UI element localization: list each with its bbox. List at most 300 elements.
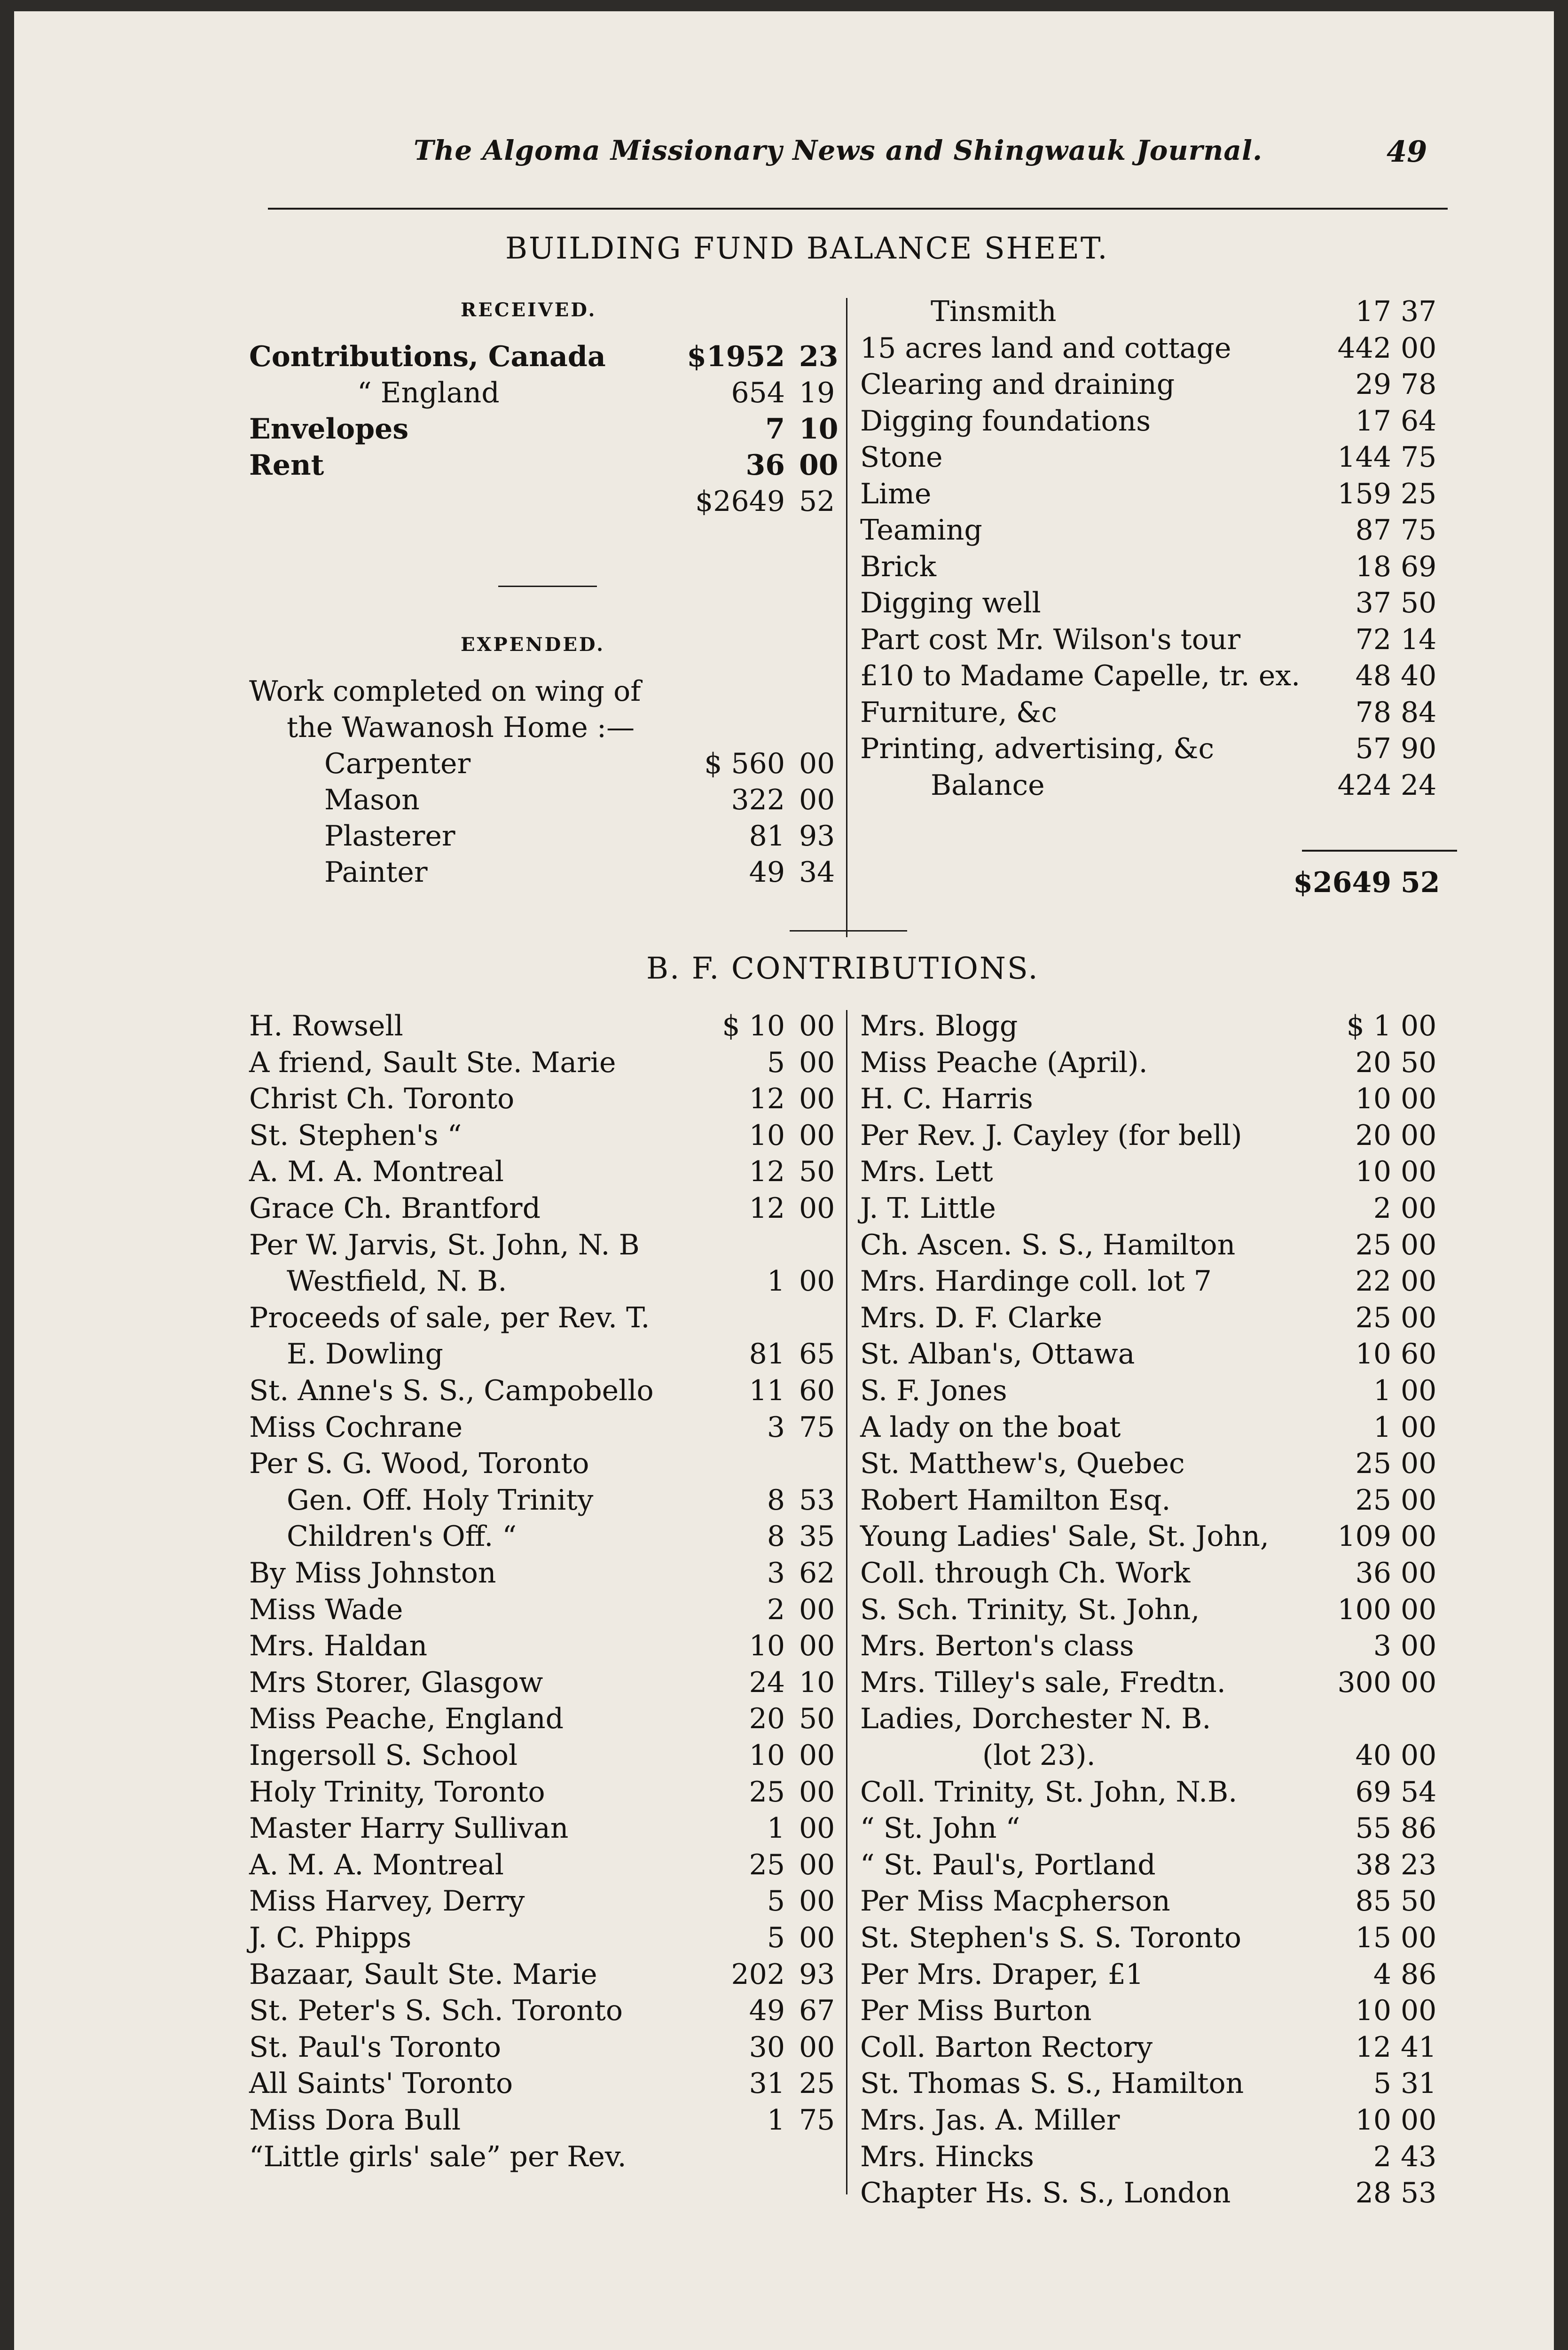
entry-dollars: 109	[1337, 1520, 1391, 1553]
entry-cents: 14	[1401, 623, 1437, 656]
entry-dollars: 81	[749, 1338, 785, 1371]
expended-row	[860, 366, 1457, 403]
contribution-row	[860, 1956, 1457, 1993]
entry-label: Ch. Ascen. S. S., Hamilton	[860, 1228, 1236, 1261]
contribution-row	[249, 1518, 841, 1555]
entry-dollars: $2649	[695, 485, 785, 518]
contribution-row	[860, 1372, 1457, 1409]
entry-dollars: $ 10	[722, 1010, 785, 1042]
entry-cents: 00	[799, 1739, 835, 1772]
contribution-row	[249, 2029, 841, 2066]
entry-dollars: 25	[1355, 1447, 1391, 1480]
entry-label: Digging foundations	[860, 404, 1151, 438]
entry-dollars: 5	[767, 1885, 785, 1918]
entry-cents: 00	[1401, 1010, 1437, 1042]
entry-dollars: $1952	[687, 340, 785, 373]
contribution-row	[860, 2065, 1457, 2102]
contribution-row	[860, 1044, 1457, 1081]
page-number: 49	[1387, 134, 1427, 169]
entry-label: Chapter Hs. S. S., London	[860, 2177, 1231, 2210]
entry-label: Christ Ch. Toronto	[249, 1082, 515, 1116]
total-rule	[1302, 850, 1457, 852]
entry-label: St. Peter's S. Sch. Toronto	[249, 1994, 623, 2028]
entry-cents: 50	[1401, 1885, 1437, 1918]
entry-cents: 00	[799, 1192, 835, 1225]
entry-label: A friend, Sault Ste. Marie	[249, 1046, 616, 1079]
entry-cents: 00	[799, 1593, 835, 1626]
entry-dollars: 48	[1355, 659, 1391, 692]
entry-label: E. Dowling	[287, 1338, 443, 1371]
entry-dollars: 69	[1355, 1775, 1391, 1809]
expended-row	[860, 330, 1457, 367]
entry-cents: 00	[1401, 1265, 1437, 1298]
entry-label: All Saints' Toronto	[249, 2067, 513, 2100]
contribution-row	[249, 1336, 841, 1372]
entry-label: “ St. Paul's, Portland	[860, 1848, 1156, 1881]
entry-label: Per Rev. J. Cayley (for bell)	[860, 1119, 1242, 1152]
contribution-row	[249, 1555, 841, 1591]
entry-label: Contributions, Canada	[249, 340, 606, 373]
entry-label: H. C. Harris	[860, 1082, 1033, 1116]
entry-dollars: 29	[1355, 368, 1391, 401]
contribution-row	[249, 1737, 841, 1774]
entry-label: Per Miss Burton	[860, 1994, 1092, 2028]
contribution-row	[860, 1190, 1457, 1227]
entry-cents: 00	[1401, 331, 1437, 365]
entry-label: Miss Cochrane	[249, 1410, 463, 1444]
contributions-column-divider	[846, 1010, 847, 2194]
contributions-title: B. F. CONTRIBUTIONS.	[646, 951, 1039, 986]
entry-cents: 41	[1401, 2030, 1437, 2064]
contribution-row	[860, 1847, 1457, 1883]
expended-row	[249, 782, 841, 818]
entry-dollars: 10	[1355, 1994, 1391, 2028]
contribution-row	[249, 1008, 841, 1044]
entry-dollars: 72	[1355, 623, 1391, 656]
entry-cents: 23	[799, 340, 839, 373]
entry-label: (lot 23).	[982, 1739, 1096, 1772]
entry-dollars: 8	[767, 1520, 785, 1553]
entry-cents: 62	[799, 1557, 835, 1590]
entry-cents: 00	[799, 449, 839, 482]
entry-label: Bazaar, Sault Ste. Marie	[249, 1958, 597, 1991]
entry-label: Miss Dora Bull	[249, 2104, 461, 2137]
contribution-row	[249, 1664, 841, 1701]
entry-cents: 00	[799, 1082, 835, 1116]
entry-dollars: 3	[767, 1410, 785, 1444]
entry-label: “ St. John “	[860, 1812, 1020, 1845]
entry-dollars: 55	[1355, 1812, 1391, 1845]
entry-label: Brick	[860, 550, 936, 583]
entry-label: Part cost Mr. Wilson's tour	[860, 623, 1241, 656]
entry-cents: 00	[1401, 1119, 1437, 1152]
contribution-row	[249, 1883, 841, 1919]
expended-row	[860, 439, 1457, 476]
entry-label: Mrs. Haldan	[249, 1629, 428, 1663]
contribution-row	[249, 1482, 841, 1519]
entry-dollars: 202	[731, 1958, 785, 1991]
entry-label: A. M. A. Montreal	[249, 1848, 504, 1881]
entry-cents: 31	[1401, 2067, 1437, 2100]
entry-dollars: 1	[767, 1265, 785, 1298]
balance-column-divider	[846, 298, 847, 937]
entry-label: S. F. Jones	[860, 1374, 1007, 1407]
entry-cents: 50	[799, 1702, 835, 1736]
entry-cents: 00	[799, 783, 835, 816]
entry-label: Miss Wade	[249, 1593, 403, 1626]
entry-dollars: 18	[1355, 550, 1391, 583]
contribution-row	[860, 1117, 1457, 1154]
entry-cents: 00	[799, 1046, 835, 1079]
contribution-row	[860, 1081, 1457, 1117]
entry-label: Mrs. Hardinge coll. lot 7	[860, 1265, 1212, 1298]
entry-dollars: 40	[1355, 1739, 1391, 1772]
entry-dollars: 22	[1355, 1265, 1391, 1298]
entry-label: Plasterer	[324, 820, 455, 853]
contribution-row	[860, 1153, 1457, 1190]
entry-label: A lady on the boat	[860, 1410, 1121, 1444]
entry-dollars: 3	[767, 1557, 785, 1590]
entry-dollars: 37	[1355, 587, 1391, 619]
entry-cents: 00	[1401, 1228, 1437, 1261]
entry-dollars: 1	[767, 1812, 785, 1845]
contribution-row	[860, 1628, 1457, 1664]
entry-label: Mrs. D. F. Clarke	[860, 1301, 1103, 1334]
contribution-row	[860, 1008, 1457, 1044]
expended-row	[860, 585, 1457, 621]
entry-dollars: 25	[1355, 1483, 1391, 1517]
entry-cents: 25	[799, 2067, 835, 2100]
entry-label: J. C. Phipps	[249, 1921, 412, 1954]
entry-label: Clearing and draining	[860, 368, 1175, 401]
entry-cents: 60	[1401, 1338, 1437, 1371]
entry-cents: 10	[799, 413, 839, 446]
entry-label: Westfield, N. B.	[287, 1265, 507, 1298]
entry-label: Miss Peache (April).	[860, 1046, 1148, 1079]
entry-cents: 93	[799, 1958, 835, 1991]
entry-dollars: 12	[1355, 2030, 1391, 2064]
expended-row	[860, 476, 1457, 512]
expended-row	[249, 673, 841, 710]
entry-cents: 75	[799, 2104, 835, 2137]
contribution-row	[249, 1700, 841, 1737]
entry-label: St. Alban's, Ottawa	[860, 1338, 1135, 1371]
contribution-row	[249, 1190, 841, 1227]
entry-cents: 00	[1401, 2104, 1437, 2137]
contribution-row	[249, 1445, 841, 1482]
contribution-row	[860, 1810, 1457, 1847]
running-head: The Algoma Missionary News and Shingwauk Journal.	[414, 134, 1263, 166]
entry-dollars: 81	[749, 820, 785, 853]
entry-dollars: 20	[1355, 1119, 1391, 1152]
entry-dollars: 10	[1355, 1082, 1391, 1116]
entry-cents: 86	[1401, 1958, 1437, 1991]
entry-cents: 84	[1401, 696, 1437, 729]
entry-label: Balance	[931, 768, 1045, 802]
entry-cents: 75	[1401, 514, 1437, 547]
entry-label: St. Paul's Toronto	[249, 2030, 502, 2064]
contribution-row	[860, 2102, 1457, 2138]
entry-label: “Little girls' sale” per Rev.	[249, 2140, 627, 2173]
entry-cents: 75	[1401, 441, 1437, 474]
entry-cents: 43	[1401, 2140, 1437, 2173]
entry-label: “ England	[357, 376, 500, 409]
contribution-row	[249, 1153, 841, 1190]
expended-row	[860, 621, 1457, 658]
entry-dollars: 28	[1355, 2177, 1391, 2210]
entry-dollars: 3	[1373, 1629, 1391, 1663]
entry-label: Envelopes	[249, 413, 409, 446]
entry-cents: 10	[799, 1666, 835, 1699]
entry-label: Mrs Storer, Glasgow	[249, 1666, 543, 1699]
expended-row	[860, 512, 1457, 548]
entry-label: Mason	[324, 783, 420, 816]
entry-label: Carpenter	[324, 747, 471, 780]
entry-dollars: 38	[1355, 1848, 1391, 1881]
entry-dollars: 36	[745, 449, 785, 482]
entry-label: Mrs. Jas. A. Miller	[860, 2104, 1120, 2137]
entry-dollars: 25	[1355, 1301, 1391, 1334]
entry-cents: 00	[1401, 1520, 1437, 1553]
contribution-row	[860, 1482, 1457, 1519]
contribution-row	[860, 1591, 1457, 1628]
entry-dollars: 36	[1355, 1557, 1391, 1590]
balance-sheet-title: BUILDING FUND BALANCE SHEET.	[505, 231, 1109, 266]
entry-label: Painter	[324, 856, 428, 889]
entry-label: J. T. Little	[860, 1192, 996, 1225]
entry-label: Mrs. Hincks	[860, 2140, 1034, 2173]
entry-label: St. Anne's S. S., Campobello	[249, 1374, 654, 1407]
entry-label: Grace Ch. Brantford	[249, 1192, 541, 1225]
entry-dollars: 1	[767, 2104, 785, 2137]
entry-dollars: 30	[749, 2030, 785, 2064]
entry-cents: 67	[799, 1994, 835, 2028]
received-row	[249, 411, 841, 447]
contribution-row	[860, 1445, 1457, 1482]
entry-dollars: 2	[1373, 1192, 1391, 1225]
contribution-row	[860, 1409, 1457, 1446]
received-heading: RECEIVED.	[461, 299, 597, 321]
entry-label: Children's Off. “	[287, 1520, 517, 1553]
entry-label: By Miss Johnston	[249, 1557, 496, 1590]
entry-label: Stone	[860, 441, 943, 474]
entry-label: Per Miss Macpherson	[860, 1885, 1170, 1918]
expended-row	[860, 694, 1457, 731]
contribution-row	[860, 1774, 1457, 1810]
entry-label: Holy Trinity, Toronto	[249, 1775, 545, 1809]
entry-dollars: 654	[731, 376, 785, 409]
entry-cents: 25	[1401, 477, 1437, 510]
entry-dollars: 12	[749, 1192, 785, 1225]
entry-dollars: $ 560	[704, 747, 785, 780]
contribution-row	[860, 1883, 1457, 1919]
expended-heading: EXPENDED.	[461, 634, 605, 656]
entry-dollars: 12	[749, 1155, 785, 1189]
page	[14, 11, 1554, 2350]
entry-cents: 35	[799, 1520, 835, 1553]
entry-cents: 00	[1401, 1447, 1437, 1480]
entry-dollars: 25	[749, 1775, 785, 1809]
contribution-row	[249, 1956, 841, 1993]
contribution-row	[860, 1227, 1457, 1263]
entry-dollars: 5	[767, 1921, 785, 1954]
contribution-row	[860, 1919, 1457, 1956]
entry-label: Digging well	[860, 587, 1041, 619]
entry-dollars: 25	[1355, 1228, 1391, 1261]
entry-cents: 00	[799, 1848, 835, 1881]
entry-cents: 60	[799, 1374, 835, 1407]
contribution-row	[860, 1992, 1457, 2029]
entry-label: St. Stephen's S. S. Toronto	[860, 1921, 1242, 1954]
entry-cents: 53	[799, 1483, 835, 1517]
entry-label: Rent	[249, 449, 324, 482]
entry-cents: 00	[799, 1885, 835, 1918]
entry-dollars: 17	[1355, 404, 1391, 438]
contribution-row	[249, 1081, 841, 1117]
expended-row	[249, 745, 841, 782]
contribution-row	[249, 1300, 841, 1336]
entry-label: Miss Peache, England	[249, 1702, 564, 1736]
entry-label: Mrs. Tilley's sale, Fredtn.	[860, 1666, 1226, 1699]
entry-label: Lime	[860, 477, 932, 510]
entry-dollars: 10	[749, 1739, 785, 1772]
entry-label: Ingersoll S. School	[249, 1739, 518, 1772]
entry-dollars: 24	[749, 1666, 785, 1699]
entry-cents: 00	[799, 1010, 835, 1042]
entry-dollars: 31	[749, 2067, 785, 2100]
entry-cents: 19	[799, 376, 835, 409]
entry-label: Printing, advertising, &c	[860, 732, 1215, 765]
contribution-row	[249, 1409, 841, 1446]
entry-dollars: 100	[1337, 1593, 1391, 1626]
contribution-row	[860, 2029, 1457, 2066]
entry-dollars: 5	[767, 1046, 785, 1079]
contribution-row	[860, 2175, 1457, 2211]
entry-label: Furniture, &c	[860, 696, 1057, 729]
entry-dollars: 10	[1355, 1338, 1391, 1371]
entry-cents: 00	[1401, 1483, 1437, 1517]
header-rule	[268, 208, 1448, 210]
entry-dollars: 85	[1355, 1885, 1391, 1918]
expended-row	[860, 293, 1457, 330]
entry-dollars: 1	[1373, 1410, 1391, 1444]
entry-dollars: 4	[1373, 1958, 1391, 1991]
entry-dollars: 20	[749, 1702, 785, 1736]
entry-dollars: 5	[1373, 2067, 1391, 2100]
entry-cents: 00	[799, 1265, 835, 1298]
contribution-row	[860, 1336, 1457, 1372]
contribution-row	[860, 1263, 1457, 1300]
entry-cents: 50	[1401, 1046, 1437, 1079]
contribution-row	[249, 1992, 841, 2029]
entry-dollars: 322	[731, 783, 785, 816]
entry-cents: 90	[1401, 732, 1437, 765]
contribution-row	[249, 1227, 841, 1263]
entry-dollars: 10	[1355, 2104, 1391, 2137]
entry-label: Mrs. Berton's class	[860, 1629, 1134, 1663]
entry-label: Tinsmith	[931, 295, 1057, 328]
entry-label: St. Matthew's, Quebec	[860, 1447, 1185, 1480]
entry-cents: 00	[1401, 1994, 1437, 2028]
entry-dollars: 8	[767, 1483, 785, 1517]
entry-cents: 00	[1401, 1410, 1437, 1444]
entry-dollars: 49	[749, 856, 785, 889]
entry-cents: 00	[1401, 1666, 1437, 1699]
received-row	[249, 483, 841, 520]
entry-label: A. M. A. Montreal	[249, 1155, 504, 1189]
contribution-row	[860, 1518, 1457, 1555]
entry-cents: 34	[799, 856, 835, 889]
entry-cents: 00	[1401, 1593, 1437, 1626]
expended-row	[249, 818, 841, 854]
received-row	[249, 375, 841, 411]
entry-dollars: 442	[1337, 331, 1391, 365]
entry-label: 15 acres land and cottage	[860, 331, 1231, 365]
entry-dollars: 20	[1355, 1046, 1391, 1079]
contribution-row	[249, 1919, 841, 1956]
entry-label: Work completed on wing of	[249, 675, 641, 708]
contribution-row	[860, 1664, 1457, 1701]
entry-cents: 78	[1401, 368, 1437, 401]
entry-dollars: 12	[749, 1082, 785, 1116]
entry-label: St. Thomas S. S., Hamilton	[860, 2067, 1244, 2100]
entry-label: H. Rowsell	[249, 1010, 403, 1042]
entry-cents: 69	[1401, 550, 1437, 583]
entry-dollars: 1	[1373, 1374, 1391, 1407]
entry-cents: 50	[799, 1155, 835, 1189]
entry-label: Robert Hamilton Esq.	[860, 1483, 1171, 1517]
entry-dollars: 10	[749, 1119, 785, 1152]
entry-label: Coll. Barton Rectory	[860, 2030, 1153, 2064]
entry-dollars: 10	[1355, 1155, 1391, 1189]
entry-cents: 00	[1401, 1557, 1437, 1590]
entry-label: Per S. G. Wood, Toronto	[249, 1447, 589, 1480]
entry-label: Per Mrs. Draper, £1	[860, 1958, 1144, 1991]
entry-cents: 50	[1401, 587, 1437, 619]
entry-label: Per W. Jarvis, St. John, N. B	[249, 1228, 640, 1261]
contribution-row	[860, 1737, 1457, 1774]
entry-cents: 52	[799, 485, 835, 518]
received-row	[249, 447, 841, 484]
entry-cents: 54	[1401, 1775, 1437, 1809]
entry-cents: 40	[1401, 659, 1437, 692]
entry-cents: 37	[1401, 295, 1437, 328]
entry-dollars: 159	[1337, 477, 1391, 510]
entry-dollars: 17	[1355, 295, 1391, 328]
entry-cents: 00	[1401, 1082, 1437, 1116]
contribution-row	[860, 1555, 1457, 1591]
entry-cents: 00	[1401, 1739, 1437, 1772]
entry-cents: 00	[1401, 1155, 1437, 1189]
entry-cents: 00	[1401, 1192, 1437, 1225]
contribution-row	[249, 1774, 841, 1810]
entry-cents: 00	[799, 1812, 835, 1845]
entry-cents: 24	[1401, 768, 1437, 802]
entry-cents: 93	[799, 820, 835, 853]
contribution-row	[249, 2138, 841, 2175]
entry-cents: 64	[1401, 404, 1437, 438]
expended-row	[860, 730, 1457, 767]
entry-label: Gen. Off. Holy Trinity	[287, 1483, 594, 1517]
contribution-row	[249, 1628, 841, 1664]
entry-dollars: 49	[749, 1994, 785, 2028]
expended-row	[249, 854, 841, 891]
entry-label: £10 to Madame Capelle, tr. ex.	[860, 659, 1301, 692]
entry-dollars: 87	[1355, 514, 1391, 547]
contribution-row	[249, 1810, 841, 1847]
entry-label: Proceeds of sale, per Rev. T.	[249, 1301, 650, 1334]
entry-cents: 00	[1401, 1921, 1437, 1954]
